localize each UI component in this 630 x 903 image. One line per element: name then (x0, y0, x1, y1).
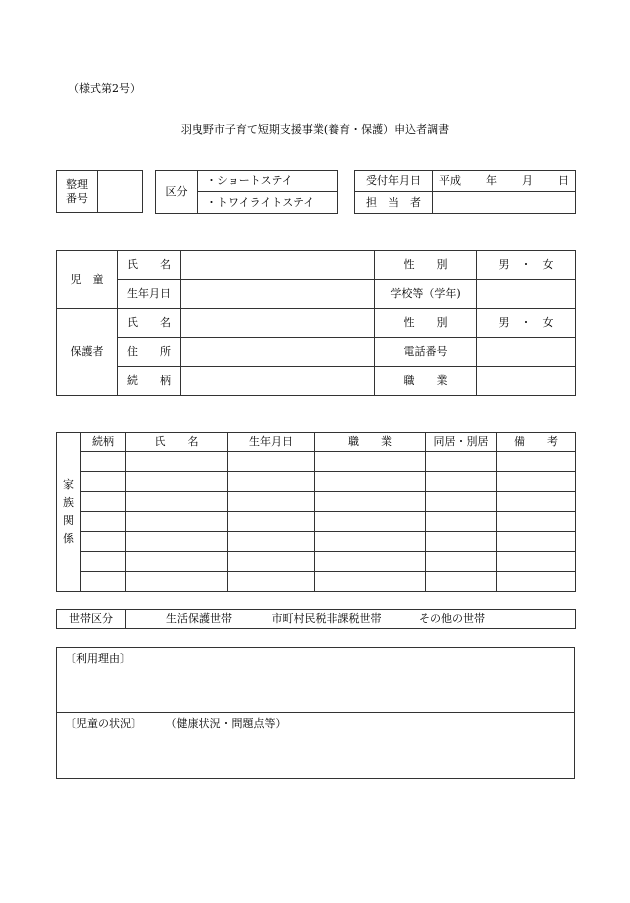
family-cell[interactable] (426, 492, 497, 512)
tanto-label: 担 当 者 (355, 192, 433, 214)
family-cell[interactable] (315, 572, 426, 592)
household-table (56, 609, 576, 629)
seiri-bango-field[interactable] (98, 171, 143, 213)
uketsuke-table (354, 170, 576, 214)
guardian-relation-field[interactable] (181, 367, 375, 396)
family-cell[interactable] (497, 512, 576, 532)
family-cell[interactable] (126, 512, 228, 532)
family-cell[interactable] (228, 572, 315, 592)
family-header-living: 同居・別居 (426, 433, 497, 452)
family-row (57, 532, 576, 552)
family-cell[interactable] (81, 552, 126, 572)
guardian-address-field[interactable] (181, 338, 375, 367)
family-cell[interactable] (426, 452, 497, 472)
family-row (57, 552, 576, 572)
family-cell[interactable] (315, 472, 426, 492)
guardian-phone-field[interactable] (477, 338, 576, 367)
guardian-name-field[interactable] (181, 309, 375, 338)
uketsuke-label: 受付年月日 (355, 171, 433, 192)
child-dob-field[interactable] (181, 280, 375, 309)
family-cell[interactable] (126, 572, 228, 592)
guardian-name-label: 氏 名 (118, 309, 181, 338)
family-cell[interactable] (126, 492, 228, 512)
family-cell[interactable] (228, 532, 315, 552)
family-cell[interactable] (497, 472, 576, 492)
child-name-field[interactable] (181, 251, 375, 280)
tanto-field[interactable] (433, 192, 576, 214)
family-row (57, 572, 576, 592)
family-cell[interactable] (315, 492, 426, 512)
household-option-tax-exempt[interactable]: 市町村民税非課税世帯 (271, 612, 382, 626)
family-header-job: 職 業 (315, 433, 426, 452)
family-cell[interactable] (497, 452, 576, 472)
family-row (57, 472, 576, 492)
guardian-job-label: 職 業 (375, 367, 477, 396)
household-label: 世帯区分 (57, 610, 126, 629)
family-cell[interactable] (228, 492, 315, 512)
child-sex-label: 性 別 (375, 251, 477, 280)
family-cell[interactable] (81, 512, 126, 532)
family-header-relation: 続柄 (81, 433, 126, 452)
household-option-welfare[interactable]: 生活保護世帯 (166, 612, 232, 626)
twilight-stay-option[interactable]: ・トワイライトステイ (198, 192, 338, 214)
family-side-char: 族 (63, 496, 74, 509)
family-side-label (57, 433, 81, 592)
family-cell[interactable] (426, 552, 497, 572)
family-cell[interactable] (497, 552, 576, 572)
seiri-label-2: 番号 (66, 191, 88, 205)
guardian-address-label: 住 所 (118, 338, 181, 367)
child-dob-label: 生年月日 (118, 280, 181, 309)
family-side-char: 関 (63, 514, 74, 527)
child-school-label: 学校等（学年) (375, 280, 477, 309)
guardian-job-field[interactable] (477, 367, 576, 396)
family-cell[interactable] (126, 452, 228, 472)
child-status-note: （健康状況・問題点等） (165, 717, 287, 730)
family-cell[interactable] (315, 452, 426, 472)
child-name-label: 氏 名 (118, 251, 181, 280)
family-cell[interactable] (315, 512, 426, 532)
family-side-char: 係 (63, 532, 74, 545)
guardian-section-label: 保護者 (57, 309, 118, 396)
family-cell[interactable] (81, 492, 126, 512)
family-cell[interactable] (228, 512, 315, 532)
family-cell[interactable] (126, 472, 228, 492)
family-cell[interactable] (497, 532, 576, 552)
guardian-phone-label: 電話番号 (375, 338, 477, 367)
form-number: （様式第2号） (68, 82, 141, 95)
child-status-label: 〔児童の状況〕 (65, 717, 142, 730)
family-cell[interactable] (315, 552, 426, 572)
reason-label: 〔利用理由〕 (65, 652, 131, 665)
date-year: 年 (486, 174, 497, 188)
family-row (57, 492, 576, 512)
page-title: 羽曳野市子育て短期支援事業(養育・保護）申込者調書 (180, 123, 450, 136)
seiri-bango-table (56, 170, 143, 213)
reason-status-table (56, 647, 575, 779)
family-header-name: 氏 名 (126, 433, 228, 452)
household-options (126, 610, 576, 629)
family-cell[interactable] (426, 512, 497, 532)
seiri-label-1: 整理 (66, 178, 88, 192)
family-cell[interactable] (228, 452, 315, 472)
family-row (57, 452, 576, 472)
short-stay-option[interactable]: ・ショートステイ (198, 171, 338, 192)
family-cell[interactable] (126, 532, 228, 552)
family-cell[interactable] (81, 532, 126, 552)
family-table (56, 432, 576, 592)
family-cell[interactable] (126, 552, 228, 572)
child-sex-field[interactable]: 男 ・ 女 (477, 251, 576, 280)
family-cell[interactable] (81, 572, 126, 592)
family-row (57, 512, 576, 532)
date-era: 平成 (439, 174, 461, 188)
date-day: 日 (558, 174, 569, 188)
uketsuke-date-field[interactable] (433, 171, 576, 192)
family-cell[interactable] (81, 452, 126, 472)
family-cell[interactable] (426, 532, 497, 552)
family-cell[interactable] (426, 572, 497, 592)
family-cell[interactable] (315, 532, 426, 552)
family-cell[interactable] (81, 472, 126, 492)
child-status-field[interactable] (57, 713, 575, 779)
kubun-label: 区分 (156, 171, 198, 214)
guardian-sex-field[interactable]: 男 ・ 女 (477, 309, 576, 338)
child-guardian-table (56, 250, 576, 396)
family-cell[interactable] (426, 472, 497, 492)
family-side-char: 家 (63, 478, 74, 491)
family-cell[interactable] (228, 552, 315, 572)
child-school-field[interactable] (477, 280, 576, 309)
family-cell[interactable] (228, 472, 315, 492)
child-section-label: 児 童 (57, 251, 118, 309)
family-header-notes: 備 考 (497, 433, 576, 452)
guardian-relation-label: 続 柄 (118, 367, 181, 396)
reason-field[interactable] (57, 648, 575, 713)
guardian-sex-label: 性 別 (375, 309, 477, 338)
family-cell[interactable] (497, 492, 576, 512)
household-option-other[interactable]: その他の世帯 (419, 612, 485, 626)
family-cell[interactable] (497, 572, 576, 592)
family-header-dob: 生年月日 (228, 433, 315, 452)
date-month: 月 (522, 174, 533, 188)
kubun-table (155, 170, 338, 214)
